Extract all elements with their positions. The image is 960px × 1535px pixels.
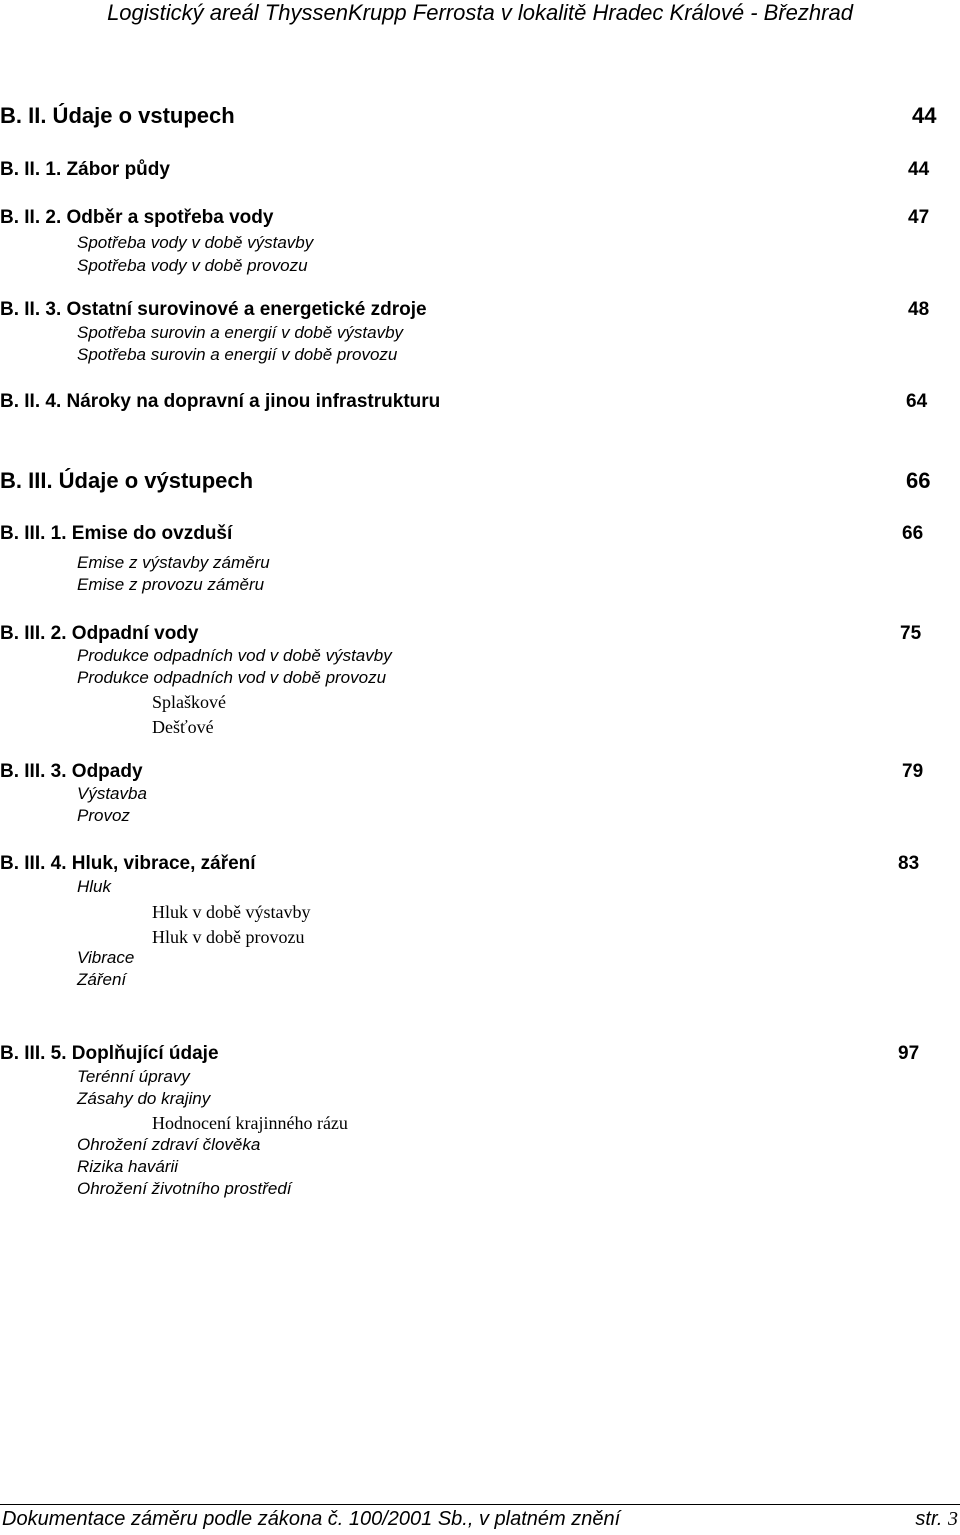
toc-subsubentry: Hluk v době výstavby (152, 902, 311, 922)
toc-page-biii1: 66 (902, 523, 924, 544)
toc-subentry: Produkce odpadních vod v době provozu (77, 668, 387, 687)
toc-entry-biii1: B. III. 1. Emise do ovzduší (0, 523, 233, 544)
document-footer (0, 1504, 960, 1535)
toc-page-bii2: 47 (908, 207, 930, 228)
toc-page-bii: 44 (912, 103, 937, 128)
header-title: Logistický areál ThyssenKrupp Ferrosta v lokalitě Hradec Králové - Březhrad (107, 0, 853, 25)
toc-subentry: Rizika havárii (77, 1157, 179, 1176)
footer-page-label: str. (915, 1508, 943, 1530)
document-header (0, 0, 960, 30)
toc-page-biii3: 79 (902, 761, 924, 782)
toc-subentry: Terénní úpravy (77, 1067, 190, 1086)
toc-subentry: Spotřeba vody v době výstavby (77, 233, 314, 252)
toc-subentry: Ohrožení zdraví člověka (77, 1135, 261, 1154)
toc-page-biii4: 83 (898, 853, 920, 874)
toc-subentry: Spotřeba vody v době provozu (77, 256, 308, 275)
toc-subentry: Emise z provozu záměru (77, 575, 265, 594)
toc-subentry: Ohrožení životního prostředí (77, 1179, 292, 1198)
toc-entry-biii5: B. III. 5. Doplňující údaje (0, 1043, 219, 1064)
toc-heading-bii: B. II. Údaje o vstupech (0, 103, 235, 128)
toc-subentry: Emise z výstavby záměru (77, 553, 270, 572)
toc-subentry: Vibrace (77, 948, 135, 967)
footer-page-number: 3 (948, 1508, 958, 1530)
toc-subentry: Výstavba (77, 784, 147, 803)
toc-subentry: Záření (77, 970, 127, 989)
toc-page-biii5: 97 (898, 1043, 920, 1064)
toc-subentry: Spotřeba surovin a energií v době výstavby (77, 323, 404, 342)
footer-text: Dokumentace záměru podle zákona č. 100/2001 Sb., v platném znění (2, 1508, 621, 1530)
toc-subentry: Spotřeba surovin a energií v době provozu (77, 345, 398, 364)
toc-entry-bii1: B. II. 1. Zábor půdy (0, 159, 170, 180)
toc-entry-bii3: B. II. 3. Ostatní surovinové a energetické zdroje (0, 299, 427, 320)
toc-subentry: Produkce odpadních vod v době výstavby (77, 646, 392, 665)
toc-page-bii3: 48 (908, 299, 930, 320)
toc-heading-biii: B. III. Údaje o výstupech (0, 468, 254, 493)
toc-subsubentry: Hodnocení krajinného rázu (152, 1113, 348, 1133)
toc-page-biii2: 75 (900, 623, 922, 644)
toc-subentry: Provoz (77, 806, 130, 825)
toc-subsubentry: Hluk v době provozu (152, 927, 305, 947)
toc-subentry: Zásahy do krajiny (77, 1089, 211, 1108)
toc-subentry: Hluk (77, 877, 112, 896)
toc-entry-bii4: B. II. 4. Nároky na dopravní a jinou infrastrukturu (0, 391, 441, 412)
toc-subsubentry: Splaškové (152, 692, 226, 712)
toc-entry-biii4: B. III. 4. Hluk, vibrace, záření (0, 853, 256, 874)
toc-entry-biii3: B. III. 3. Odpady (0, 761, 143, 782)
toc-page-bii4: 64 (906, 391, 928, 412)
toc-entry-bii2: B. II. 2. Odběr a spotřeba vody (0, 207, 274, 228)
toc-page-biii: 66 (906, 468, 931, 493)
toc-entry-biii2: B. III. 2. Odpadní vody (0, 623, 199, 644)
toc-page-bii1: 44 (908, 159, 930, 180)
footer-page (915, 1507, 958, 1531)
toc-subsubentry: Dešťové (152, 717, 214, 737)
